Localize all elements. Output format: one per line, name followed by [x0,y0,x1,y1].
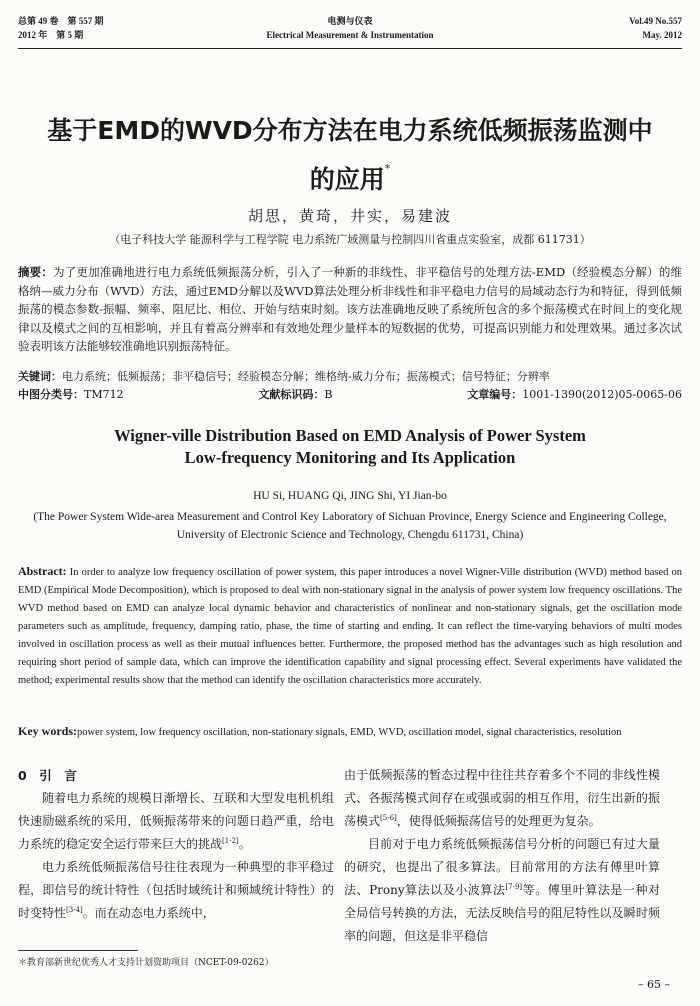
citation: [7-9] [505,883,523,891]
section-title: 引 言 [39,768,77,783]
citation: [3-4] [66,906,83,914]
abstract-en-label: Abstract: [18,564,67,578]
paragraph-text: 随着电力系统的规模日渐增长、互联和大型发电机机组快速励磁系统的采用，低频振荡带来的问题日趋严重，给电力系统的稳定安全运行带来巨大的挑战 [18,791,334,851]
keywords-en [18,722,682,742]
paragraph-text: 目前对于电力系统低频振荡信号分析的问题已有过大量的研究，也提出了很多算法。目前常用的方法有傅里叶算法、Prony算法以及小波算法 [344,837,660,897]
clc-label: 中图分类号： [18,388,84,401]
volume-cn: 总第 49 卷 第 557 期 [18,16,104,26]
paragraph [18,856,334,925]
article-number [467,386,682,404]
body-column-right [344,764,660,948]
paragraph [344,764,660,833]
clc-value: TM712 [84,388,124,401]
title-footnote-mark: * [384,162,391,175]
keywords-cn-label: 关键词： [18,370,62,383]
title-cn-line1: 基于EMD的WVD分布方法在电力系统低频振荡监测中 [47,116,653,145]
paragraph [18,787,334,856]
abstract-en [18,562,682,690]
header-rule [18,48,682,49]
abstract-cn-label: 摘要： [18,265,54,279]
body-column-left [18,764,334,925]
title-cn-line2 [30,150,670,199]
art-label: 文章编号： [467,388,523,401]
running-header [18,14,682,44]
keywords-en-label: Key words: [18,724,77,738]
paper-title-en [30,425,670,469]
keywords-cn [18,368,682,386]
page-number: – 65 – [638,978,670,991]
issue-cn: 2012 年 第 5 期 [18,30,84,40]
abstract-en-text: In order to analyze low frequency oscillation of power system, this paper introduces a novel Wigner-Ville distribution (WVD) method based on EMD (Empirical Mode Decomposition), which is proposed to deal with non-stationary signal in the analysis of power system low frequency oscillations. The WVD method based on EMD can analyze local dynamic behavior and characteristics of nonlinear and non-stationary signals, get the oscillation mode parameters such as amplitude, frequency, damping ratio, phase, the time of starting and ending. It can reflect the time-varying behaviors of multi modes involved in oscillation process as well as their mutual influences better. Furthermore, the proposed method has the advantages such as high resolution and requiring short period of sample data, which can improve the identification capability and signal processing effect. Several experiments have validated the method; experimental results show that the method can identify the oscillation characteristics more accurately. [18,567,682,686]
title-en-line1: Wigner-ville Distribution Based on EMD Analysis of Power System [114,426,586,445]
paragraph-text: 电力系统低频振荡信号往往表现为一种典型的非平稳过程，即信号的统计特性（包括时域统计和频域统计特性）的时变特性 [18,860,334,920]
paragraph [344,833,660,948]
paragraph-text: 。 [238,837,251,851]
abstract-cn-text: 为了更加准确地进行电力系统低频振荡分析，引入了一种新的非线性、非平稳信号的处理方法-EMD（经验模态分解）的维格纳—威力分布（WVD）方法，通过EMD分解以及WVD算法处理分析非线性和非平稳电力信号的局域动态行为和特征，得到低频振荡的模态参数-振幅、频率、阻尼比、相位、开始与结束时刻。该方法准确地反映了系统所包含的多个振荡模式在时间上的变化规律以及模式之间的互相影响，并且有着高分辨率和有效地处理少量样本的短数据的优势，可提高识别能力和处理效果。通过多次试验表明该方法能够较准确地识别振荡特征。 [18,265,682,353]
classification-row [18,386,682,404]
volume-en: Vol.49 No.557 [629,16,682,26]
authors-en: HU Si, HUANG Qi, JING Shi, YI Jian-bo [253,490,447,502]
footnote: ＊教育部新世纪优秀人才支持计划资助项目（NCET-09-0262） [18,958,274,968]
authors-cn: 胡思，黄琦，井实，易建波 [247,207,452,225]
art-value: 1001-1390(2012)05-0065-06 [522,388,682,401]
title-en-line2: Low-frequency Monitoring and Its Application [184,448,516,467]
clc-number [18,386,124,404]
citation: [1-2] [222,837,239,845]
section-number: 0 [18,768,27,783]
paragraph-text: 由于低频振荡的暂态过程中往往共存着多个不同的非线性模式、各振荡模式间存在或强或弱的相互作用，衍生出新的振荡模式 [344,768,660,828]
affiliation-en: (The Power System Wide-area Measurement and Control Key Laboratory of Sichuan Province, Energy Science and Engineering College, University of Electronic Science and Technology, Chengdu 611731, China) [33,511,667,541]
abstract-cn [18,263,682,356]
paper-title-cn [30,112,670,199]
paragraph-text: 。而在动态电力系统中， [82,906,215,920]
meta-cn [18,368,682,404]
doc-label: 文献标识码： [258,388,325,401]
doc-value: B [324,388,333,401]
journal-name-cn: 电测与仪表 [327,16,373,26]
title-cn-line2-text: 的应用 [309,165,385,194]
citation: [5-6] [380,814,397,822]
keywords-en-text: power system, low frequency oscillation, non-stationary signals, EMD, WVD, oscillation model, signal characteristics, resolution [77,727,622,738]
journal-name-en: Electrical Measurement & Instrumentation [266,30,434,40]
section-heading [18,764,334,787]
document-code [258,386,332,404]
affiliation-cn: （电子科技大学 能源科学与工程学院 电力系统广域测量与控制四川省重点实验室，成都 611731） [109,233,591,246]
paragraph-text: ，使得低频振荡信号的处理更为复杂。 [396,814,601,828]
paragraph-text: 等。傅里叶算法是一种对全局信号转换的方法，无法反映信号的阻尼特性以及瞬时频率的问题，但这是非平稳信 [344,883,660,943]
footnote-rule [18,950,138,951]
issue-date-en: May. 2012 [642,30,682,40]
keywords-cn-text: 电力系统；低频振荡；非平稳信号；经验模态分解；维格纳-威力分布；振荡模式；信号特征；分辨率 [62,370,550,383]
